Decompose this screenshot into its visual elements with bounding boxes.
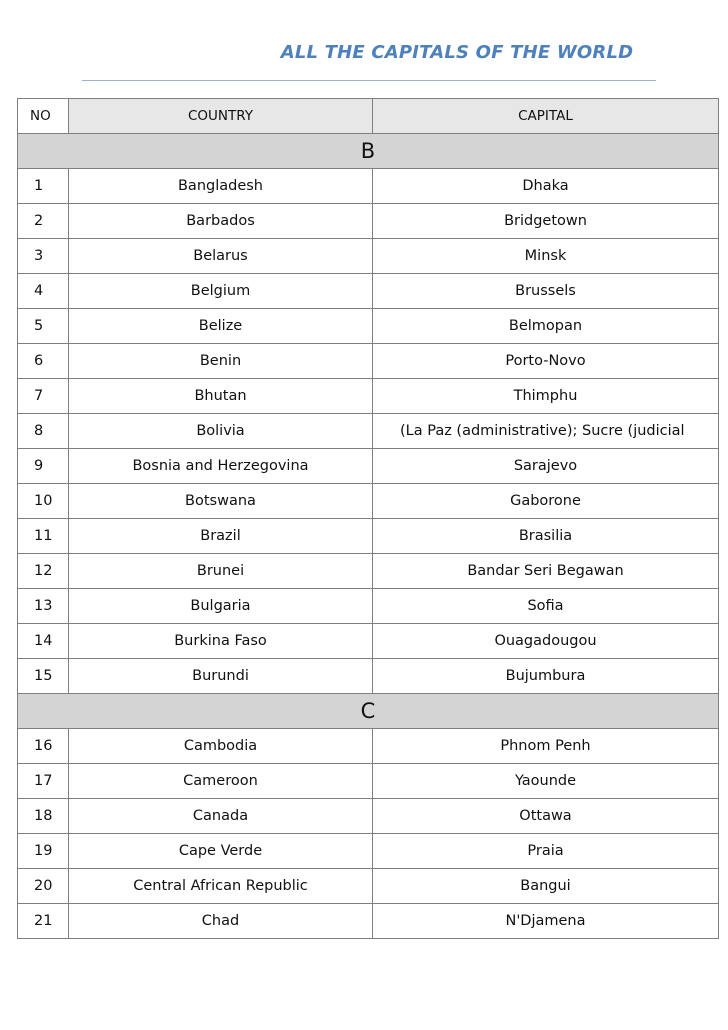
section-letter: C xyxy=(18,694,719,729)
row-number: 14 xyxy=(18,624,69,659)
capital-name: Yaounde xyxy=(373,764,719,799)
capital-name: N'Djamena xyxy=(373,904,719,939)
table-header-row xyxy=(18,99,719,134)
capital-name: Dhaka xyxy=(373,169,719,204)
row-number: 20 xyxy=(18,869,69,904)
section-letter-row xyxy=(18,134,719,169)
row-number: 15 xyxy=(18,659,69,694)
capital-name: Brussels xyxy=(373,274,719,309)
row-number: 8 xyxy=(18,414,69,449)
capital-name: Gaborone xyxy=(373,484,719,519)
document-title: ALL THE CAPITALS OF THE WORLD xyxy=(280,42,634,63)
table-row xyxy=(18,449,719,484)
country-name: Botswana xyxy=(69,484,373,519)
row-number: 9 xyxy=(18,449,69,484)
capital-name: Phnom Penh xyxy=(373,729,719,764)
capital-name: Praia xyxy=(373,834,719,869)
country-name: Bangladesh xyxy=(69,169,373,204)
row-number: 4 xyxy=(18,274,69,309)
table-row xyxy=(18,274,719,309)
capital-name: Bangui xyxy=(373,869,719,904)
table-row xyxy=(18,869,719,904)
row-number: 13 xyxy=(18,589,69,624)
header-no: NO xyxy=(18,99,69,134)
table-row xyxy=(18,729,719,764)
country-name: Cambodia xyxy=(69,729,373,764)
header-country: COUNTRY xyxy=(69,99,373,134)
table-row xyxy=(18,799,719,834)
table-row xyxy=(18,484,719,519)
country-name: Brazil xyxy=(69,519,373,554)
table-row xyxy=(18,904,719,939)
country-name: Burundi xyxy=(69,659,373,694)
country-name: Bulgaria xyxy=(69,589,373,624)
capital-name: Sarajevo xyxy=(373,449,719,484)
row-number: 1 xyxy=(18,169,69,204)
table-row xyxy=(18,659,719,694)
table-row xyxy=(18,764,719,799)
capital-name: Bridgetown xyxy=(373,204,719,239)
row-number: 12 xyxy=(18,554,69,589)
table-row xyxy=(18,589,719,624)
country-name: Benin xyxy=(69,344,373,379)
capital-name: (La Paz (administrative); Sucre (judicial xyxy=(373,414,719,449)
table-row xyxy=(18,309,719,344)
capital-name: Bandar Seri Begawan xyxy=(373,554,719,589)
country-name: Brunei xyxy=(69,554,373,589)
table-row xyxy=(18,624,719,659)
row-number: 18 xyxy=(18,799,69,834)
country-name: Barbados xyxy=(69,204,373,239)
row-number: 10 xyxy=(18,484,69,519)
country-name: Belarus xyxy=(69,239,373,274)
capital-name: Belmopan xyxy=(373,309,719,344)
capital-name: Bujumbura xyxy=(373,659,719,694)
table-row xyxy=(18,344,719,379)
country-name: Burkina Faso xyxy=(69,624,373,659)
capitals-table-body xyxy=(18,99,719,939)
table-row xyxy=(18,414,719,449)
row-number: 7 xyxy=(18,379,69,414)
country-name: Canada xyxy=(69,799,373,834)
row-number: 21 xyxy=(18,904,69,939)
country-name: Bhutan xyxy=(69,379,373,414)
row-number: 17 xyxy=(18,764,69,799)
header-capital: CAPITAL xyxy=(373,99,719,134)
row-number: 19 xyxy=(18,834,69,869)
row-number: 16 xyxy=(18,729,69,764)
row-number: 2 xyxy=(18,204,69,239)
country-name: Cape Verde xyxy=(69,834,373,869)
row-number: 11 xyxy=(18,519,69,554)
section-letter: B xyxy=(18,134,719,169)
country-name: Belgium xyxy=(69,274,373,309)
section-letter-row xyxy=(18,694,719,729)
capital-name: Minsk xyxy=(373,239,719,274)
capital-name: Sofia xyxy=(373,589,719,624)
country-name: Chad xyxy=(69,904,373,939)
table-row xyxy=(18,554,719,589)
country-name: Bolivia xyxy=(69,414,373,449)
table-row xyxy=(18,834,719,869)
table-row xyxy=(18,204,719,239)
capital-name: Brasilia xyxy=(373,519,719,554)
country-name: Cameroon xyxy=(69,764,373,799)
table-row xyxy=(18,239,719,274)
capital-name: Ottawa xyxy=(373,799,719,834)
country-name: Central African Republic xyxy=(69,869,373,904)
row-number: 5 xyxy=(18,309,69,344)
table-row xyxy=(18,379,719,414)
country-name: Belize xyxy=(69,309,373,344)
title-underline xyxy=(82,80,656,81)
capital-name: Porto-Novo xyxy=(373,344,719,379)
capital-name: Ouagadougou xyxy=(373,624,719,659)
table-row xyxy=(18,169,719,204)
row-number: 3 xyxy=(18,239,69,274)
table-row xyxy=(18,519,719,554)
capitals-table xyxy=(17,98,719,939)
capital-name: Thimphu xyxy=(373,379,719,414)
country-name: Bosnia and Herzegovina xyxy=(69,449,373,484)
row-number: 6 xyxy=(18,344,69,379)
